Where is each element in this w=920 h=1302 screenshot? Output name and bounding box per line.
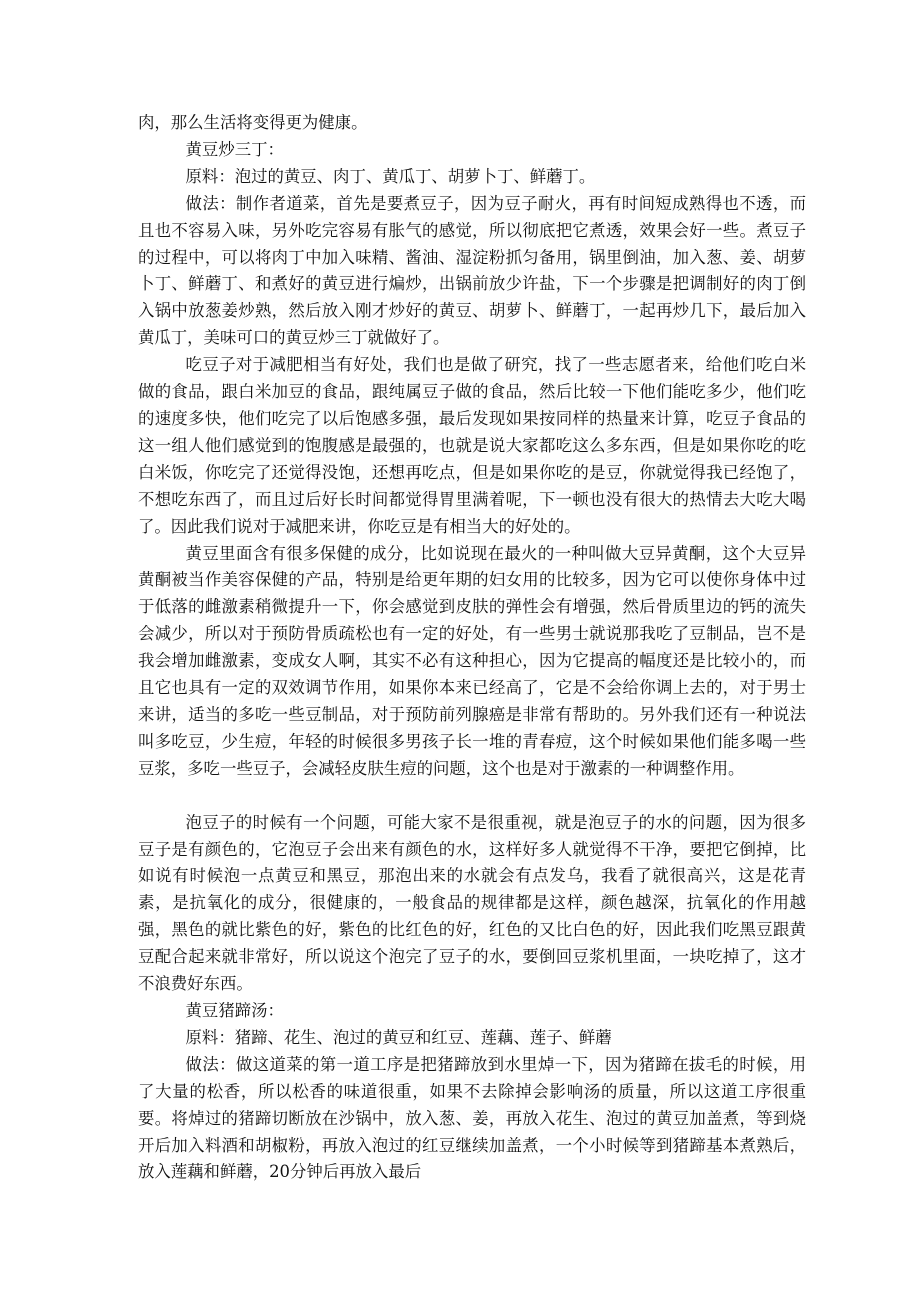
recipe-ingredients-sanding: 原料：泡过的黄豆、肉丁、黄瓜丁、胡萝卜丁、鲜蘑丁。 [185,166,596,186]
recipe-method-sanding: 做法：制作者道菜，首先是要煮豆子，因为豆子耐火，再有时间短成熟得也不透，而且也不容易入味，另外吃完容易有胀气的感觉，所以彻底把它煮透，效果会好一些。煮豆子的过程中，可以将肉丁中加入味精、酱油、湿淀粉抓匀备用，锅里倒油，加入葱、姜、胡萝卜丁、鲜蘑丁、和煮好的黄豆进行煸炒，出锅前放少许盐，下一个步骤是把调制好的肉丁倒入锅中放葱姜炒熟，然后放入刚才炒好的黄豆、胡萝卜、鲜蘑丁，一起再炒几下，最后加入黄瓜丁，美味可口的黄豆炒三丁就做好了。 [138,193,806,348]
paragraph-weight-loss: 吃豆子对于减肥相当有好处，我们也是做了研究，找了一些志愿者来，给他们吃白米做的食品，跟白米加豆的食品，跟纯属豆子做的食品，然后比较一下他们能吃多少，他们吃的速度多快，他们吃完了以后饱感多强，最后发现如果按同样的热量来计算，吃豆子食品的这一组人他们感觉到的饱腹感是最强的，也就是说大家都吃这么多东西，但是如果你吃的吃白米饭，你吃完了还觉得没饱，还想再吃点，但是如果你吃的是豆，你就觉得我已经饱了，不想吃东西了，而且过后好长时间都觉得胃里满着呢，下一顿也没有很大的热情去大吃大喝了。因此我们说对于减肥来讲，你吃豆是有相当大的好处的。 [138,355,806,536]
paragraph-soaking-water: 泡豆子的时候有一个问题，可能大家不是很重视，就是泡豆子的水的问题，因为很多豆子是有颜色的，它泡豆子会出来有颜色的水，这样好多人就觉得不干净，要把它倒掉，比如说有时候泡一点黄豆和黑豆，那泡出来的水就会有点发乌，我看了就很高兴，这是花青素，是抗氧化的成分，很健康的，一般食品的规律都是这样，颜色越深，抗氧化的作用越强，黑色的就比紫色的好，紫色的比红色的好，红色的又比白色的好，因此我们吃黑豆跟黄豆配合起来就非常好，所以说这个泡完了豆子的水，要倒回豆浆机里面，一块吃掉了，这才不浪费好东西。 [138,812,806,994]
paragraph-gap [138,783,806,810]
paragraph-isoflavone: 黄豆里面含有很多保健的成分，比如说现在最火的一种叫做大豆异黄酮，这个大豆异黄酮被当作美容保健的产品，特别是给更年期的妇女用的比较多，因为它可以使你身体中过于低落的雌激素稍微提升一下，你会感觉到皮肤的弹性会有增强，然后骨质里边的钙的流失会减少，所以对于预防骨质疏松也有一定的好处，有一些男士就说那我吃了豆制品，岂不是我会增加雌激素，变成女人啊，其实不必有这种担心，因为它提高的幅度还是比较小的，而且它也具有一定的双效调节作用，如果你本来已经高了，它是不会给你调上去的，对于男士来讲，适当的多吃一些豆制品，对于预防前列腺癌是非常有帮助的。另外我们还有一种说法叫多吃豆，少生痘，年轻的时候很多男孩子长一堆的青春痘，这个时候如果他们能多喝一些豆浆，多吃一些豆子，会减轻皮肤生痘的问题，这个也是对于激素的一种调整作用。 [138,543,806,778]
recipe-ingredients-zhuti: 原料：猪蹄、花生、泡过的黄豆和红豆、莲藕、莲子、鲜蘑 [185,1027,612,1047]
recipe-method-zhuti: 做法：做这道菜的第一道工序是把猪蹄放到水里焯一下，因为猪蹄在拔毛的时候，用了大量的松香，所以松香的味道很重，如果不去除掉会影响汤的质量，所以这道工序很重要。将焯过的猪蹄切断放在沙锅中，放入葱、姜，再放入花生、泡过的黄豆加盖煮，等到烧开后加入料酒和胡椒粉，再放入泡过的红豆继续加盖煮，一个小时候等到猪蹄基本煮熟后，放入莲藕和鲜蘑，20分钟后再放入最后 [138,1054,806,1182]
paragraph-continuation: 肉，那么生活将变得更为健康。 [138,113,368,132]
recipe-title-huangdou-zhuti-tang: 黄豆猪蹄汤： [185,1001,284,1020]
recipe-title-huangdou-chao-sanding: 黄豆炒三丁： [185,139,284,159]
document-body [138,110,806,1186]
